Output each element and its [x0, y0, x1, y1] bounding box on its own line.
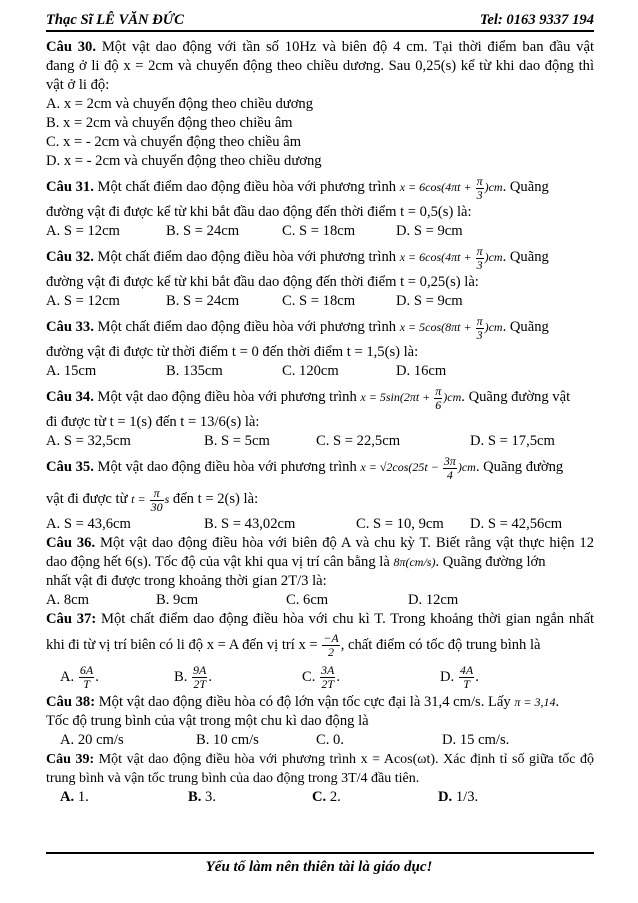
option-b[interactable]: B. x = 2cm và chuyển động theo chiều âm	[46, 115, 293, 131]
time-equation: t = $\frac{\pi}{30}$ s	[131, 485, 170, 514]
option-d[interactable]: D. 15 cm/s.	[442, 732, 510, 748]
option-c[interactable]: C. 120cm	[282, 363, 339, 379]
question-39	[46, 750, 594, 807]
question-text: trung bình và vận tốc trung bình của dao động trong 3T/4 đầu tiên.	[46, 771, 420, 786]
question-text: Một chất điểm dao động điều hòa với chu kì T. Trong khoảng thời gian ngắn nhất	[96, 611, 594, 627]
question-label: Câu 39:	[46, 752, 95, 767]
equation: x = √2cos(25t − $\frac{3\pi}{4}$ )cm	[360, 453, 476, 482]
question-text: Một vật dao động điều hòa với phương trình	[93, 459, 361, 475]
option-d[interactable]: D. S = 9cm	[396, 223, 463, 239]
question-list	[46, 38, 594, 807]
option-b[interactable]: B. 3.	[188, 789, 216, 805]
question-text: vật đi được từ	[46, 491, 132, 507]
option-a[interactable]: A. S = 12cm	[46, 223, 120, 239]
question-label: Câu 36.	[46, 535, 96, 551]
question-33: Câu 33. Một chất điểm dao động điều hòa với phương trình x = 5cos(8πt + $\frac{\pi}{3}$ )cm. Quãng đường vật đi được từ thời điểm t = 0 đến thời điểm t = 1,5(s) là: A. 15cm B. 135cm C. 120cm D. 16cm	[46, 311, 594, 381]
option-d[interactable]: D. S = 42,56cm	[470, 516, 563, 532]
question-text: Một vật dao động với tần số 10Hz và biên độ 4 cm. Tại thời điểm ban đầu vật	[96, 39, 595, 55]
question-text: Một vật dao động điều hòa có độ lớn vận tốc cực đại là 31,4 cm/s. Lấy	[95, 694, 515, 710]
option-d[interactable]: D. S = 17,5cm	[470, 433, 555, 449]
equation: x = 6cos(4πt + $\frac{\pi}{3}$ )cm	[399, 173, 503, 202]
question-text: đường vật đi được từ thời điểm t = 0 đến thời điểm t = 1,5(s) là:	[46, 344, 419, 360]
option-d[interactable]: D. x = - 2cm và chuyển động theo chiều dương	[46, 153, 322, 169]
option-a[interactable]: A. x = 2cm và chuyển động theo chiều dương	[46, 96, 314, 112]
question-label: Câu 32.	[46, 249, 94, 265]
option-b[interactable]: B. 10 cm/s	[196, 732, 259, 748]
option-a[interactable]: A. S = 12cm	[46, 293, 120, 309]
option-b[interactable]: B. S = 5cm	[204, 433, 270, 449]
question-text: dao động hết 6(s). Tốc độ của vật khi qua vị trí cân bằng là	[46, 554, 394, 570]
question-label: Câu 30.	[46, 39, 97, 55]
option-b[interactable]: B. S = 24cm	[166, 223, 240, 239]
question-text: đường vật đi được kể từ khi bắt đầu dao động đến thời điểm t = 0,25(s) là:	[46, 274, 479, 290]
option-b[interactable]: B. $\frac{9A}{2T}$ .	[174, 663, 213, 692]
question-30	[46, 38, 594, 171]
question-32: Câu 32. Một chất điểm dao động điều hòa với phương trình x = 6cos(4πt + $\frac{\pi}{3}$ )cm. Quãng đường vật đi được kể từ khi bắt đầu dao động đến thời điểm t = 0,25(s) là: A. S = 12cm B. S = 24cm C. S = 18cm D. S = 9cm	[46, 241, 594, 311]
question-34: Câu 34. Một vật dao động điều hòa với phương trình x = 5sin(2πt + $\frac{\pi}{6}$ )cm. Quãng đường vật đi được từ t = 1(s) đến t = 13/6(s) là: A. S = 32,5cm B. S = 5cm C. S = 22,5cm D. S = 17,5cm	[46, 381, 594, 451]
equation: x = 5sin(2πt + $\frac{\pi}{6}$ )cm	[360, 383, 462, 412]
option-c[interactable]: C. 2.	[312, 789, 341, 805]
question-text: đi được từ t = 1(s) đến t = 13/6(s) là:	[46, 414, 260, 430]
option-c[interactable]: C. S = 18cm	[282, 223, 356, 239]
question-label: Câu 34.	[46, 389, 94, 405]
option-a[interactable]: A. 20 cm/s	[60, 732, 124, 748]
question-31: Câu 31. Một chất điểm dao động điều hòa với phương trình x = 6cos(4πt + $\frac{\pi}{3}$ )cm. Quãng đường vật đi được kể từ khi bắt đầu dao động đến thời điểm t = 0,5(s) là: A. S = 12cm B. S = 24cm C. S = 18cm D. S = 9cm	[46, 171, 594, 241]
option-c[interactable]: C. 0.	[316, 732, 344, 748]
equation: x = 6cos(4πt + $\frac{\pi}{3}$ )cm	[399, 243, 503, 272]
option-a[interactable]: A. 15cm	[46, 363, 97, 379]
option-c[interactable]: C. S = 22,5cm	[316, 433, 401, 449]
question-text: Một vật dao động điều hòa với phương trình x = Acos(ωt). Xác định tỉ số giữa tốc độ	[94, 752, 594, 767]
option-a[interactable]: A. 8cm	[46, 592, 89, 608]
option-c[interactable]: C. 6cm	[286, 592, 329, 608]
option-c[interactable]: C. x = - 2cm và chuyển động theo chiều âm	[46, 134, 302, 150]
footer-divider	[46, 852, 594, 854]
question-text: Một vật dao động điều hòa với biên độ A và chu kỳ T. Biết rằng vật thực hiện 12	[95, 535, 595, 551]
question-text: Một vật dao động điều hòa với phương trình	[93, 389, 361, 405]
footer-slogan: Yếu tố làm nên thiên tài là giáo dục!	[205, 859, 433, 875]
option-c[interactable]: C. S = 10, 9cm	[356, 516, 444, 532]
option-a[interactable]: A. 1.	[60, 789, 89, 805]
question-label: Câu 33.	[46, 319, 94, 335]
option-d[interactable]: D. 12cm	[408, 592, 459, 608]
question-38: Câu 38: Một vật dao động điều hòa có độ lớn vận tốc cực đại là 31,4 cm/s. Lấy π = 3,14. Tốc độ trung bình của vật trong một chu kì dao động là A. 20 cm/s B. 10 cm/s C. 0. D. 15 cm/s.	[46, 693, 594, 750]
question-label: Câu 31.	[46, 179, 94, 195]
option-c[interactable]: C. $\frac{3A}{2T}$ .	[302, 663, 341, 692]
equation: π = 3,14	[514, 695, 556, 709]
option-d[interactable]: D. 1/3.	[438, 789, 479, 805]
question-text: khi đi từ vị trí biên có li độ x = A đến vị trí x =	[46, 637, 322, 653]
question-text: Một chất điểm dao động điều hòa với phương trình	[93, 249, 400, 265]
question-37: Câu 37: Một chất điểm dao động điều hòa với chu kì T. Trong khoảng thời gian ngắn nhất khi đi từ vị trí biên có li độ x = A đến vị trí x = $\frac{-A}{2}$ , chất điểm có tốc độ trung bình là A. $\frac{6A}{T}$ . B. $\frac{9A}{2T}$ . C. $\frac{3A}{2T}$ . D. $\frac{4A}{T}$ .	[46, 611, 594, 692]
option-a[interactable]: A. S = 32,5cm	[46, 433, 131, 449]
equation: 8π(cm/s)	[393, 555, 436, 569]
option-a[interactable]: A. $\frac{6A}{T}$ .	[60, 663, 99, 692]
question-text: đang ở li độ x = 2cm và chuyển động theo chiều dương. Sau 0,25(s) kể từ khi dao động thì	[46, 58, 594, 74]
page-header	[46, 4, 594, 32]
question-text: đường vật đi được kể từ khi bắt đầu dao động đến thời điểm t = 0,5(s) là:	[46, 204, 472, 220]
question-36: Câu 36. Một vật dao động điều hòa với biên độ A và chu kỳ T. Biết rằng vật thực hiện 12 dao động hết 6(s). Tốc độ của vật khi qua vị trí cân bằng là 8π(cm/s). Quãng đường lớn nhất vật đi được trong khoảng thời gian 2T/3 là: A. 8cm B. 9cm C. 6cm D. 12cm	[46, 535, 595, 608]
question-label: Câu 35.	[46, 459, 94, 475]
question-35: Câu 35. Một vật dao động điều hòa với phương trình x = √2cos(25t − $\frac{3\pi}{4}$ )cm. Quãng đường vật đi được từ t = $\frac{\pi}{30}$ s đến t = 2(s) là: A. S = 43,6cm B. S = 43,02cm C. S = 10, 9cm D. S = 42,56cm	[46, 453, 564, 532]
option-d[interactable]: D. $\frac{4A}{T}$ .	[440, 663, 479, 692]
question-text: nhất vật đi được trong khoảng thời gian 2T/3 là:	[46, 573, 327, 589]
phone-number: Tel: 0163 9337 194	[479, 12, 594, 28]
equation: x = 5cos(8πt + $\frac{\pi}{3}$ )cm	[399, 313, 503, 342]
option-a[interactable]: A. S = 43,6cm	[46, 516, 131, 532]
question-text: Một chất điểm dao động điều hòa với phương trình	[93, 179, 400, 195]
option-b[interactable]: B. 135cm	[166, 363, 223, 379]
option-b[interactable]: B. 9cm	[156, 592, 199, 608]
question-text: Tốc độ trung bình của vật trong một chu kì dao động là	[46, 713, 369, 729]
question-text: vật ở li độ:	[46, 77, 110, 93]
author-name: Thạc Sĩ LÊ VĂN ĐỨC	[46, 12, 184, 28]
position-fraction: $\frac{-A}{2}$	[323, 631, 339, 660]
question-label: Câu 37:	[46, 611, 97, 627]
option-d[interactable]: D. S = 9cm	[396, 293, 463, 309]
option-b[interactable]: B. S = 24cm	[166, 293, 240, 309]
question-text: Một chất điểm dao động điều hòa với phương trình	[93, 319, 400, 335]
option-d[interactable]: D. 16cm	[396, 363, 447, 379]
option-c[interactable]: C. S = 18cm	[282, 293, 356, 309]
option-b[interactable]: B. S = 43,02cm	[204, 516, 296, 532]
question-label: Câu 38:	[46, 694, 96, 710]
